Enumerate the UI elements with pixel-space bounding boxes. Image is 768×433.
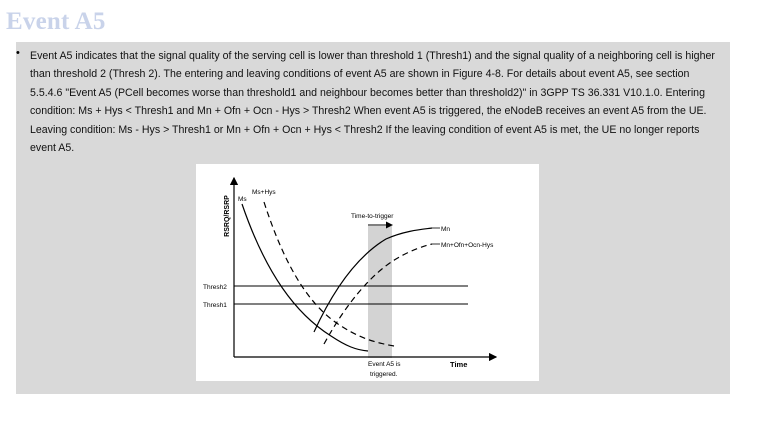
event-trigger-label-line1: Event A5 is bbox=[368, 361, 401, 368]
slide-title: Event A5 bbox=[6, 8, 106, 35]
event-a5-figure bbox=[196, 164, 539, 381]
ms-label: Ms bbox=[238, 196, 247, 203]
thresh1-label: Thresh1 bbox=[203, 302, 227, 309]
event-a5-diagram bbox=[196, 164, 539, 381]
event-trigger-label-line2: triggered. bbox=[370, 371, 398, 378]
thresh2-label: Thresh2 bbox=[203, 284, 227, 291]
description-paragraph: Event A5 indicates that the signal quality of the serving cell is lower than threshold 1 (Thresh1) and the signal quality of a neighboring cell is higher than threshold 2 (Thresh 2). The entering and leaving conditions of event A5 are shown in Figure 4-8. For details about event A5, see section 5.5.4.6 "Event A5 (PCell becomes worse than threshold1 and neighbour becomes better than threshold2)" in 3GPP TS 36.331 V10.1.0. Entering condition: Ms + Hys < Thresh1 and Mn + Ofn + Ocn - Hys > Thresh2 When event A5 is triggered, the eNodeB receives an event A5 from the UE. Leaving condition: Ms - Hys > Thresh1 or Mn + Ofn + Ocn + Hys < Thresh2 If the leaving condition of event A5 is met, the UE no longer reports event A5. bbox=[30, 50, 715, 155]
ms-hys-label: Ms+Hys bbox=[252, 189, 276, 196]
mn-ofn-ocn-hys-label: Mn+Ofn+Ocn-Hys bbox=[441, 242, 494, 249]
bullet-marker: • bbox=[16, 47, 20, 59]
mn-label: Mn bbox=[441, 226, 451, 233]
time-to-trigger-label: Time-to-trigger bbox=[351, 213, 394, 220]
ms-curve bbox=[242, 204, 368, 351]
x-axis-label: Time bbox=[450, 360, 468, 369]
y-axis-label: RSRQ/RSRP bbox=[224, 195, 231, 237]
time-to-trigger-band bbox=[368, 226, 392, 358]
